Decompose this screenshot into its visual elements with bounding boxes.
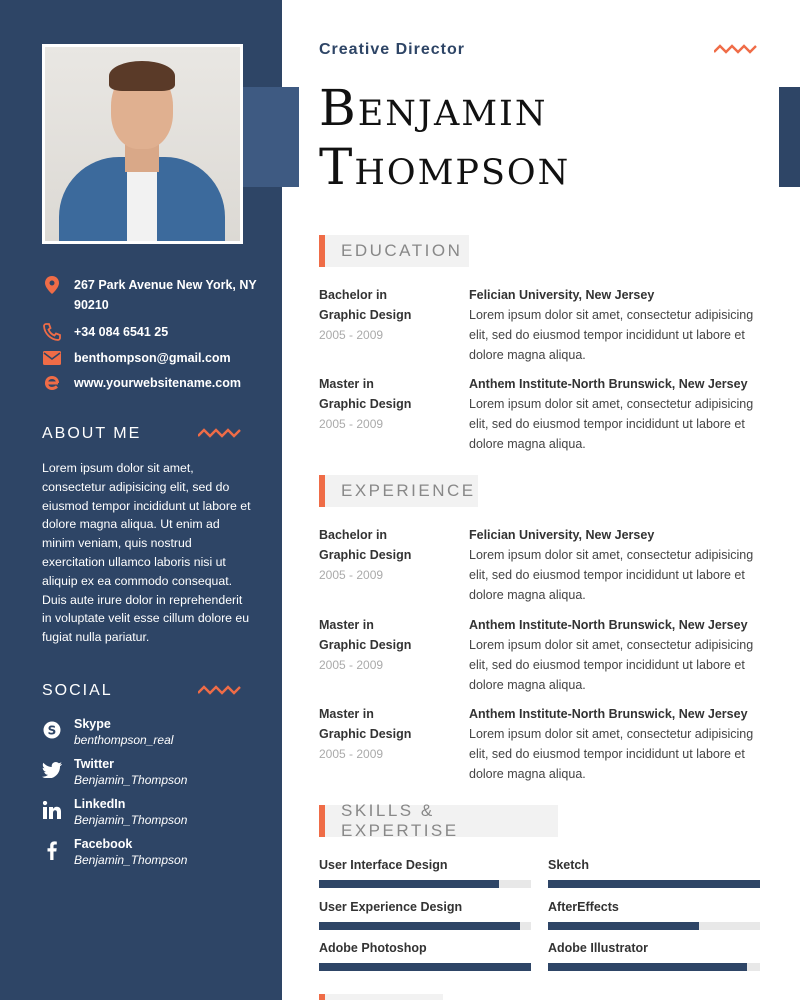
skill-bar: AfterEffects [548,899,760,930]
skill-level-fill [548,880,760,888]
profile-photo [42,44,243,244]
decorative-band-right [779,87,800,187]
contact-address: 267 Park Avenue New York, NY 90210 [42,275,262,315]
education-details: Felician University, New Jersey Lorem ipsum dolor sit amet, consectetur adipisicing elit, sed do eiusmod tempor incididunt ut labore et dolore magna aliqua. [469,288,754,362]
svg-text:S: S [47,723,57,738]
skill-bar: Sketch [548,857,760,888]
first-name: Benjamin [319,79,548,137]
phone-icon [42,322,62,342]
zigzag-ornament [198,428,242,438]
last-name: Thompson [319,138,571,196]
zigzag-ornament [198,685,242,695]
decorative-band-left [241,87,299,187]
job-title: Creative Director [319,41,465,58]
skype-icon [42,720,62,740]
social-item-twitter[interactable]: Twitter Benjamin_Thompson [42,756,187,788]
twitter-icon [42,760,62,780]
skill-bar: Adobe Illustrator [548,940,760,971]
facebook-icon [42,840,62,860]
experience-details: Anthem Institute-North Brunswick, New Jersey Lorem ipsum dolor sit amet, consectetur adipisicing elit, sed do eiusmod tempor incididunt ut labore et dolore magna aliqua. [469,618,754,692]
experience-details: Felician University, New Jersey Lorem ipsum dolor sit amet, consectetur adipisicing elit, sed do eiusmod tempor incididunt ut labore et dolore magna aliqua. [469,528,754,602]
contact-email: benthompson@gmail.com [42,348,262,368]
skill-level-fill [319,880,499,888]
social-item-skype[interactable]: S Skype benthompson_real [42,716,173,748]
education-degree: Bachelor in Graphic Design 2005 - 2009 [319,288,412,342]
experience-heading: EXPERIENCE [319,475,478,507]
skill-level-fill [319,922,520,930]
skill-level-fill [548,922,699,930]
social-item-linkedin[interactable]: LinkedIn Benjamin_Thompson [42,796,187,828]
skill-level-fill [319,963,531,971]
skill-level-fill [548,963,747,971]
social-heading: SOCIAL [42,682,113,699]
web-icon [42,373,62,393]
skill-bar: User Interface Design [319,857,531,888]
experience-role: Bachelor in Graphic Design 2005 - 2009 [319,528,412,582]
education-details: Anthem Institute-North Brunswick, New Jersey Lorem ipsum dolor sit amet, consectetur adipisicing elit, sed do eiusmod tempor incididunt ut labore et dolore magna aliqua. [469,377,754,451]
about-heading: ABOUT ME [42,425,142,442]
skill-bar: Adobe Photoshop [319,940,531,971]
contact-phone: +34 084 6541 25 [42,322,262,342]
experience-role: Master in Graphic Design 2005 - 2009 [319,618,412,672]
zigzag-ornament [714,44,758,54]
education-heading: EDUCATION [319,235,469,267]
education-degree: Master in Graphic Design 2005 - 2009 [319,377,412,431]
experience-role: Master in Graphic Design 2005 - 2009 [319,707,412,761]
about-text: Lorem ipsum dolor sit amet, consectetur adipisicing elit, sed do eiusmod tempor incididunt ut labore et dolore magna aliqua. Ut enim ad minim veniam, quis nostrud exercitation ullamco laboris nisi ut aliquip ex ea commodo consequat. Duis aute irure dolor in reprehenderit in voluptate velit esse cillum dolore eu fugiat nulla pariatur. [42,461,251,645]
experience-details: Anthem Institute-North Brunswick, New Jersey Lorem ipsum dolor sit amet, consectetur adipisicing elit, sed do eiusmod tempor incididunt ut labore et dolore magna aliqua. [469,707,754,781]
location-pin-icon [42,275,62,295]
social-item-facebook[interactable]: Facebook Benjamin_Thompson [42,836,187,868]
linkedin-icon [42,800,62,820]
skill-bar: User Experience Design [319,899,531,930]
skills-heading: SKILLS & EXPERTISE [319,805,558,837]
next-section-heading-partial [319,994,443,1000]
envelope-icon [42,348,62,368]
contact-website: www.yourwebsitename.com [42,373,262,393]
